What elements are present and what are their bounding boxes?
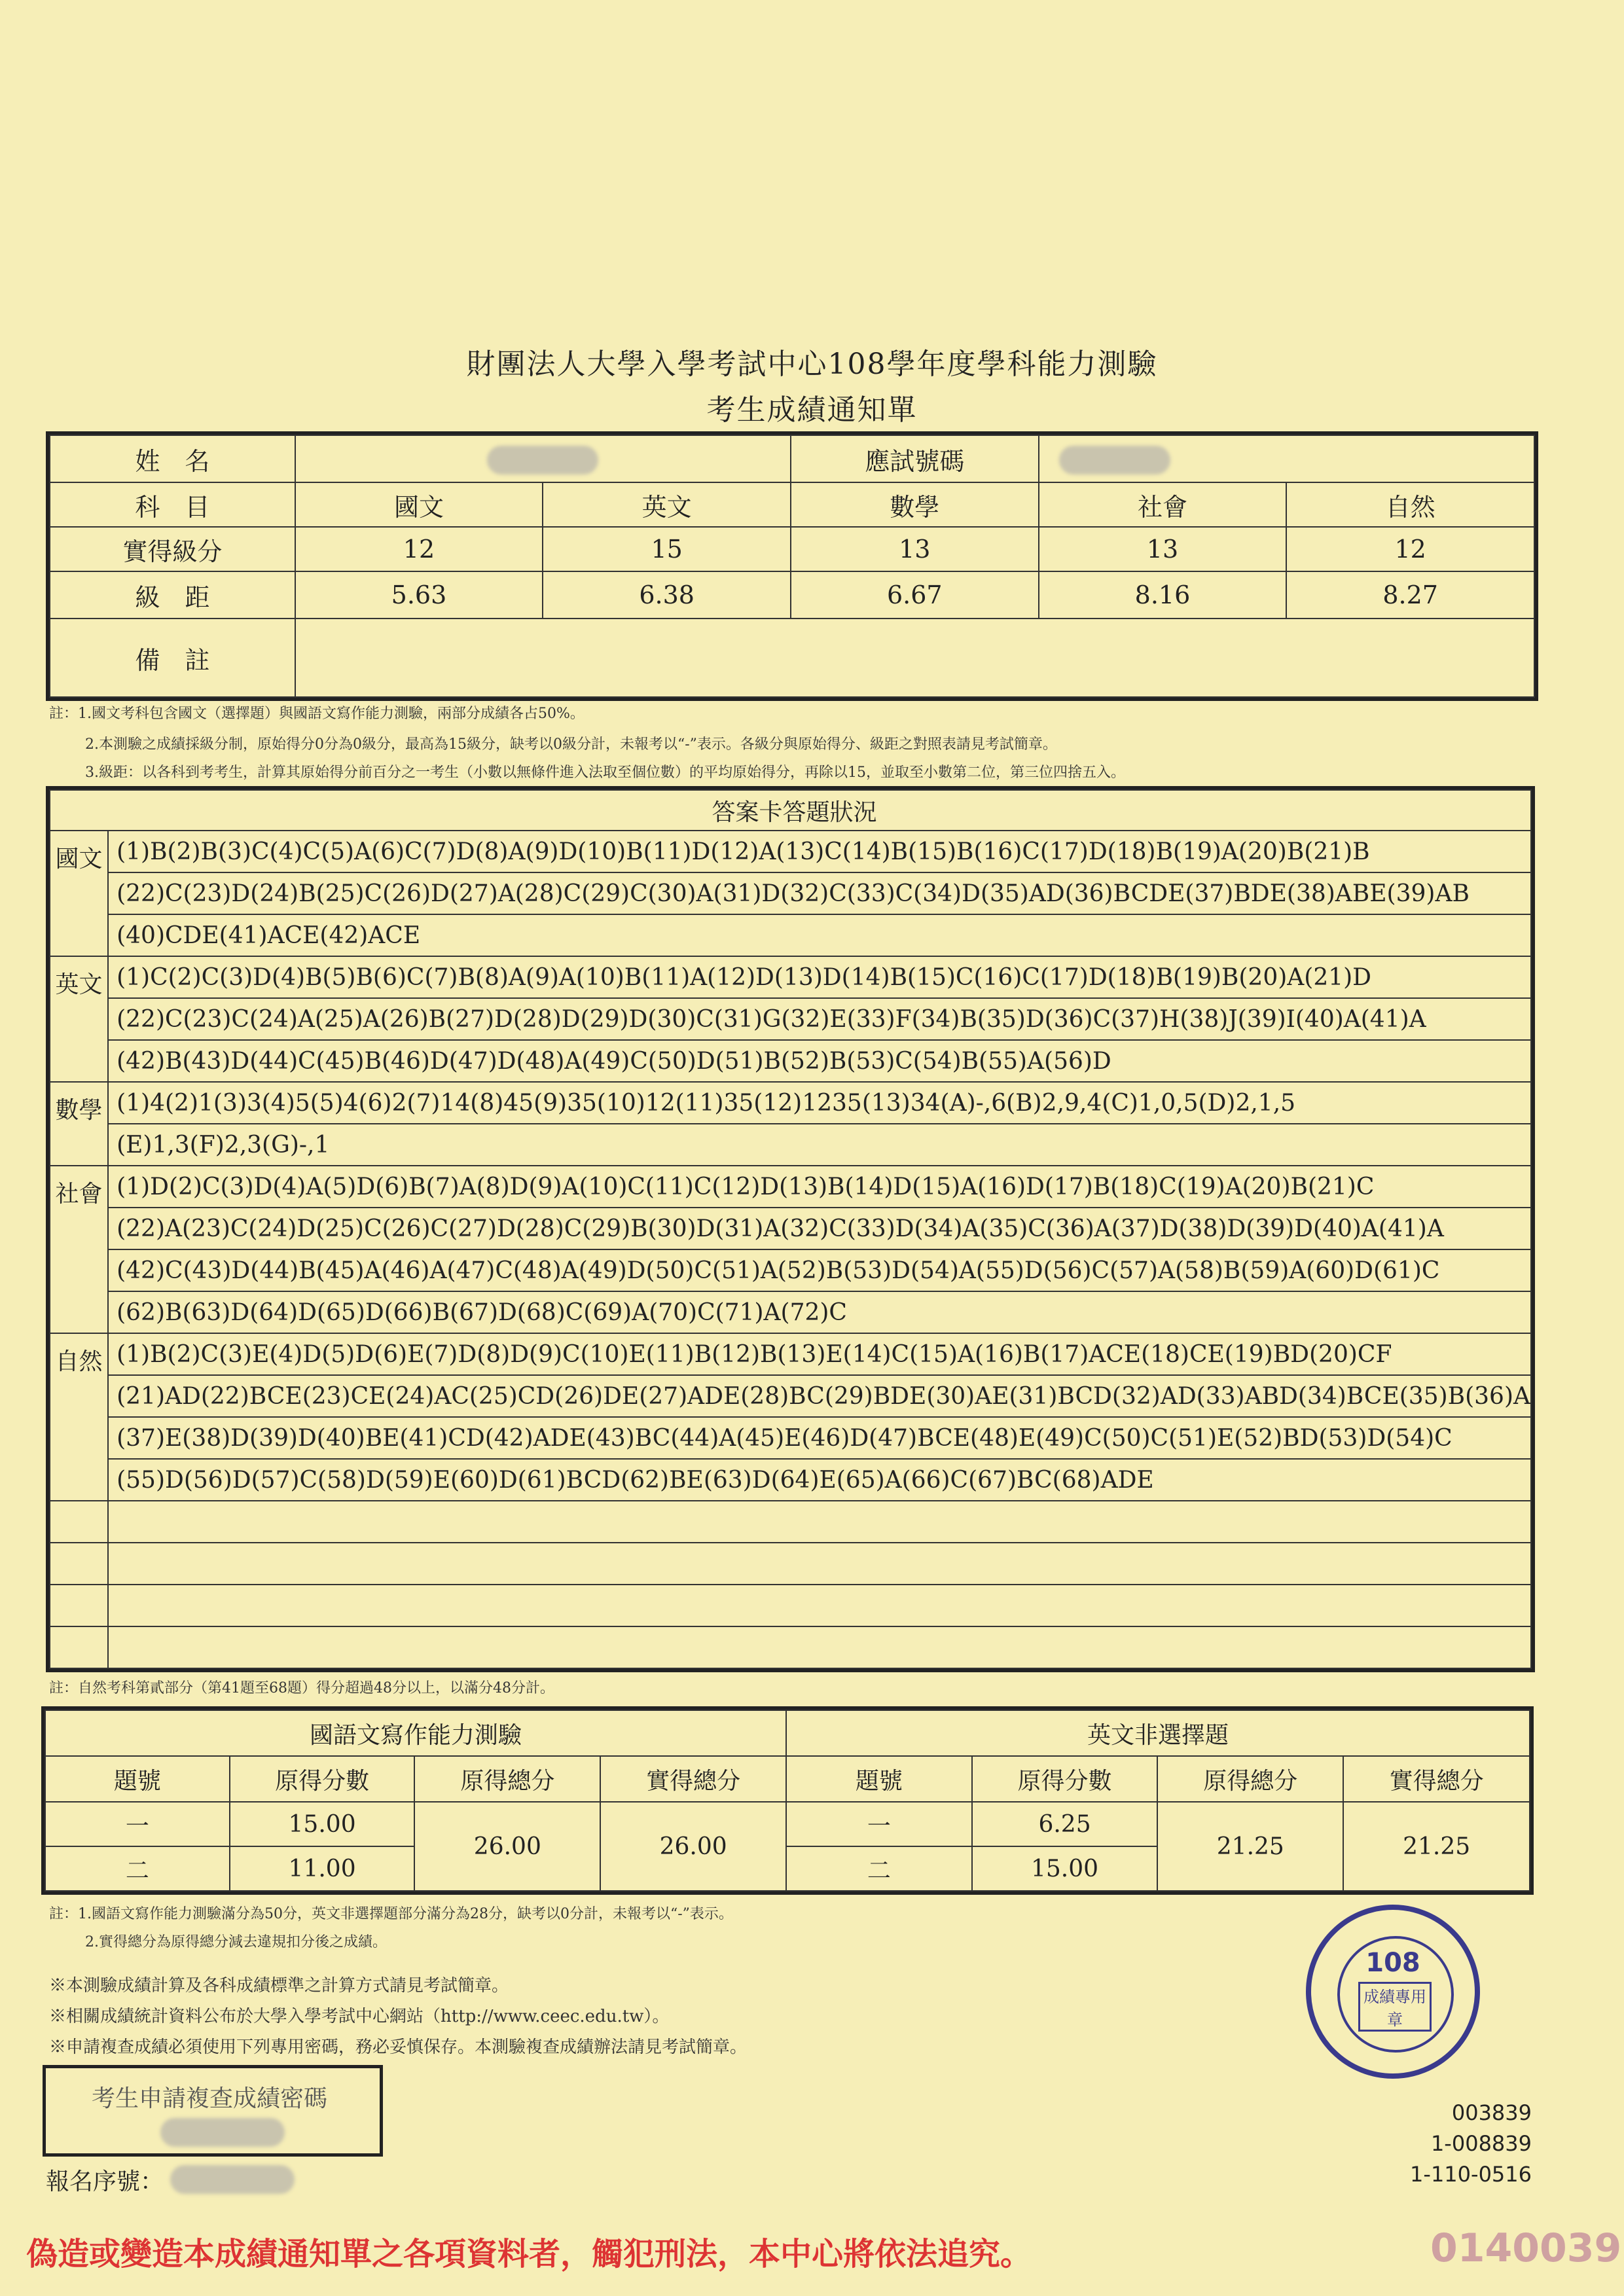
gap-english: 6.38 xyxy=(543,571,791,619)
answer-line: (1)B(2)B(3)C(4)C(5)A(6)C(7)D(8)A(9)D(10)B(11)D(12)A(13)C(14)B(15)B(16)C(17)D(18)B(19)A(20)B(21)B xyxy=(108,831,1531,872)
gap-label: 級 距 xyxy=(50,571,295,619)
english-q1: 一 xyxy=(786,1802,972,1846)
answer-line: (22)C(23)C(24)A(25)A(26)B(27)D(28)D(29)D(30)C(31)G(32)E(33)F(34)B(35)D(36)C(37)H(38)J(39)I(40)A(41)A xyxy=(108,998,1531,1040)
score-table xyxy=(49,435,1535,698)
chinese-writing-title: 國語文寫作能力測驗 xyxy=(45,1710,786,1756)
answer-empty-line xyxy=(108,1501,1531,1543)
header-raw: 原得分數 xyxy=(230,1756,415,1802)
registration-label: 報名序號： xyxy=(46,2168,164,2195)
chinese-raw-total: 26.00 xyxy=(414,1802,600,1891)
gap-science: 8.27 xyxy=(1286,571,1534,619)
registration-value xyxy=(170,2165,295,2194)
serial-1: 003839 xyxy=(1451,2100,1532,2125)
chinese-q2: 二 xyxy=(45,1846,230,1891)
answer-empty-subject xyxy=(50,1543,108,1585)
english-raw-total: 21.25 xyxy=(1157,1802,1343,1891)
score-social: 13 xyxy=(1039,527,1287,571)
answer-subject-label: 自然 xyxy=(50,1333,108,1501)
answer-subject-label: 數學 xyxy=(50,1082,108,1166)
name-label: 姓 名 xyxy=(50,435,295,482)
answer-line: (1)B(2)C(3)E(4)D(5)D(6)E(7)D(8)D(9)C(10)E(11)B(12)B(13)E(14)C(15)A(16)B(17)ACE(18)CE(19)BD(20)CF xyxy=(108,1333,1531,1375)
note1-3: 3.級距：以各科到考考生，計算其原始得分前百分之一考生（小數以無條件進入法取至個位數）的平均原始得分，再除以15，並取至小數第二位，第三位四捨五入。 xyxy=(85,764,1125,781)
seal-number: 108 xyxy=(1365,1948,1420,1978)
document-number: 0140039 xyxy=(1430,2225,1622,2271)
redacted-name xyxy=(487,446,598,475)
subject-label: 科 目 xyxy=(50,482,295,527)
remark-label: 備 註 xyxy=(50,619,295,697)
redacted-registration xyxy=(170,2165,295,2194)
answer-line: (21)AD(22)BCE(23)CE(24)AC(25)CD(26)DE(27)ADE(28)BC(29)BDE(30)AE(31)BCD(32)AD(33)ABD(34)BCE(35)B(36)A xyxy=(108,1375,1531,1417)
header-raw: 原得分數 xyxy=(972,1756,1158,1802)
subject-science: 自然 xyxy=(1286,482,1534,527)
answer-table xyxy=(49,789,1532,1669)
answer-subject-label: 國文 xyxy=(50,831,108,956)
redacted-password xyxy=(160,2118,285,2147)
exam-id-label: 應試號碼 xyxy=(791,435,1039,482)
serial-2: 1-008839 xyxy=(1430,2131,1532,2156)
note1-2: 2.本測驗之成績採級分制，原始得分0分為0級分，最高為15級分，缺考以0級分計，未報考以“-”表示。各級分與原始得分、級距之對照表請見考試簡章。 xyxy=(85,736,1057,753)
seal-text: 成績專用章 xyxy=(1358,1982,1432,2032)
exam-id-value xyxy=(1039,435,1534,482)
document-title: 財團法人大學入學考試中心108學年度學科能力測驗 xyxy=(466,348,1158,381)
score-chinese: 12 xyxy=(295,527,543,571)
password-value xyxy=(160,2118,285,2147)
header-raw-total: 原得總分 xyxy=(1157,1756,1343,1802)
answer-line: (42)C(43)D(44)B(45)A(46)A(47)C(48)A(49)D(50)C(51)A(52)B(53)D(54)A(55)D(56)C(57)A(58)B(59)A(60)D(61)C xyxy=(108,1249,1531,1291)
redacted-exam-id xyxy=(1059,446,1170,475)
answer-line: (40)CDE(41)ACE(42)ACE xyxy=(108,914,1531,956)
header-qnum: 題號 xyxy=(786,1756,972,1802)
chinese-q1-raw: 15.00 xyxy=(230,1802,415,1846)
password-label: 考生申請複查成績密碼 xyxy=(92,2085,328,2112)
header-final-total: 實得總分 xyxy=(600,1756,786,1802)
name-value xyxy=(295,435,791,482)
english-q2-raw: 15.00 xyxy=(972,1846,1158,1891)
note4-1: ※本測驗成績計算及各科成績標準之計算方式請見考試簡章。 xyxy=(49,1976,509,1996)
note3-1: 註：1.國語文寫作能力測驗滿分為50分，英文非選擇題部分滿分為28分，缺考以0分計，未報考以“-”表示。 xyxy=(49,1906,733,1922)
english-q2: 二 xyxy=(786,1846,972,1891)
score-english: 15 xyxy=(543,527,791,571)
answer-line: (37)E(38)D(39)D(40)BE(41)CD(42)ADE(43)BC(44)A(45)E(46)D(47)BCE(48)E(49)C(50)C(51)E(52)BD(53)D(54)C xyxy=(108,1417,1531,1459)
password-box xyxy=(43,2065,383,2157)
remark-value xyxy=(295,619,1534,697)
answer-heading: 答案卡答題狀況 xyxy=(50,790,1531,831)
answer-subject-label: 英文 xyxy=(50,956,108,1082)
answer-subject-label: 社會 xyxy=(50,1166,108,1333)
answer-empty-line xyxy=(108,1585,1531,1626)
serial-numbers xyxy=(1401,2098,1532,2190)
english-q1-raw: 6.25 xyxy=(972,1802,1158,1846)
note4-2: ※相關成績統計資料公布於大學入學考試中心網站（http://www.ceec.edu.tw）。 xyxy=(49,2007,670,2026)
note1-1: 註：1.國文考科包含國文（選擇題）與國語文寫作能力測驗，兩部分成績各占50%。 xyxy=(49,706,585,722)
chinese-final-total: 26.00 xyxy=(600,1802,786,1891)
gap-math: 6.67 xyxy=(791,571,1039,619)
subject-chinese: 國文 xyxy=(295,482,543,527)
header-raw-total: 原得總分 xyxy=(414,1756,600,1802)
note3-2: 2.實得總分為原得總分減去違規扣分後之成績。 xyxy=(85,1934,387,1950)
answer-line: (1)4(2)1(3)3(4)5(5)4(6)2(7)14(8)45(9)35(10)12(11)35(12)1235(13)34(A)-,6(B)2,9,4(C)1,0,5(D)2,1,5 xyxy=(108,1082,1531,1124)
subject-social: 社會 xyxy=(1039,482,1287,527)
answer-line: (1)C(2)C(3)D(4)B(5)B(6)C(7)B(8)A(9)A(10)B(11)A(12)D(13)D(14)B(15)C(16)C(17)D(18)B(19)B(20)A(21)D xyxy=(108,956,1531,998)
answer-line: (22)C(23)D(24)B(25)C(26)D(27)A(28)C(29)C(30)A(31)D(32)C(33)C(34)D(35)AD(36)BCDE(37)BDE(38)ABE(39)AB xyxy=(108,872,1531,914)
header-qnum: 題號 xyxy=(45,1756,230,1802)
writing-score-table xyxy=(45,1710,1530,1892)
official-seal xyxy=(1306,1905,1480,2079)
score-math: 13 xyxy=(791,527,1039,571)
answer-line: (22)A(23)C(24)D(25)C(26)C(27)D(28)C(29)B(30)D(31)A(32)C(33)D(34)A(35)C(36)A(37)D(38)D(39)D(40)A(41)A xyxy=(108,1208,1531,1249)
note2: 註：自然考科第貳部分（第41題至68題）得分超過48分以上，以滿分48分計。 xyxy=(49,1680,554,1696)
english-writing-title: 英文非選擇題 xyxy=(786,1710,1530,1756)
gap-chinese: 5.63 xyxy=(295,571,543,619)
subject-math: 數學 xyxy=(791,482,1039,527)
note4-3: ※申請複查成績必須使用下列專用密碼，務必妥慎保存。本測驗複查成績辦法請見考試簡章。 xyxy=(49,2037,748,2057)
answer-empty-line xyxy=(108,1626,1531,1668)
english-final-total: 21.25 xyxy=(1343,1802,1530,1891)
answer-empty-subject xyxy=(50,1626,108,1668)
answer-line: (E)1,3(F)2,3(G)-,1 xyxy=(108,1124,1531,1166)
score-science: 12 xyxy=(1286,527,1534,571)
subject-english: 英文 xyxy=(543,482,791,527)
answer-line: (1)D(2)C(3)D(4)A(5)D(6)B(7)A(8)D(9)A(10)C(11)C(12)D(13)B(14)D(15)A(16)D(17)B(18)C(19)A(20)B(21)C xyxy=(108,1166,1531,1208)
header-final-total: 實得總分 xyxy=(1343,1756,1530,1802)
gap-social: 8.16 xyxy=(1039,571,1287,619)
legal-warning: 偽造或變造本成績通知單之各項資料者，觸犯刑法，本中心將依法追究。 xyxy=(26,2236,1032,2272)
answer-empty-subject xyxy=(50,1501,108,1543)
document-subtitle: 考生成績通知單 xyxy=(706,393,918,427)
chinese-q1: 一 xyxy=(45,1802,230,1846)
serial-3: 1-110-0516 xyxy=(1410,2162,1532,2187)
answer-line: (42)B(43)D(44)C(45)B(46)D(47)D(48)A(49)C(50)D(51)B(52)B(53)C(54)B(55)A(56)D xyxy=(108,1040,1531,1082)
answer-line: (55)D(56)D(57)C(58)D(59)E(60)D(61)BCD(62)BE(63)D(64)E(65)A(66)C(67)BC(68)ADE xyxy=(108,1459,1531,1501)
score-label: 實得級分 xyxy=(50,527,295,571)
chinese-q2-raw: 11.00 xyxy=(230,1846,415,1891)
answer-line: (62)B(63)D(64)D(65)D(66)B(67)D(68)C(69)A(70)C(71)A(72)C xyxy=(108,1291,1531,1333)
answer-empty-line xyxy=(108,1543,1531,1585)
answer-empty-subject xyxy=(50,1585,108,1626)
